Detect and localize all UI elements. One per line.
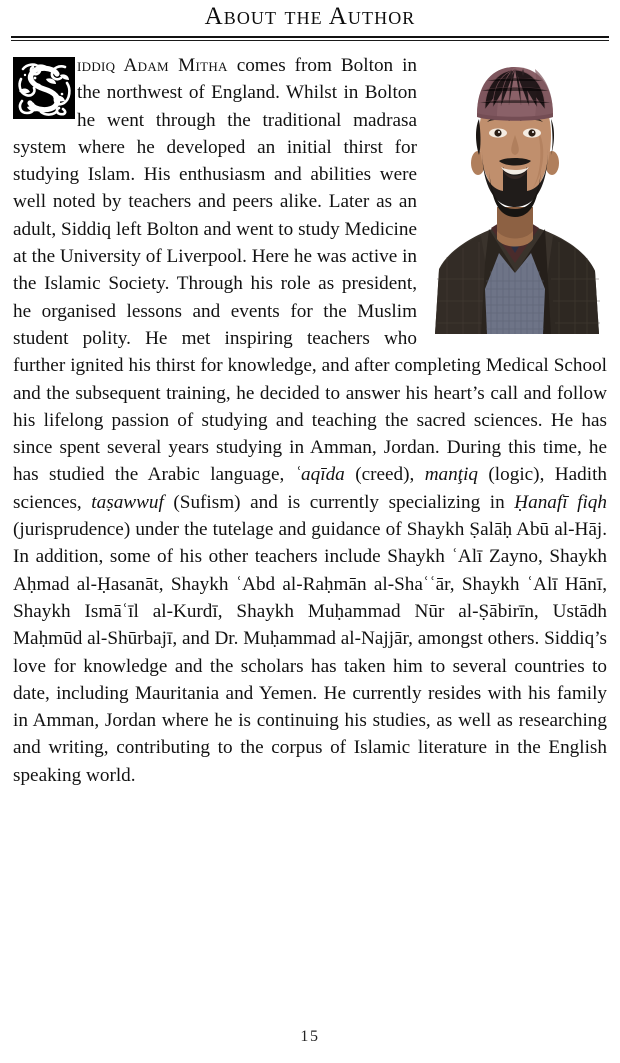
bio-opening-smallcaps: iddiq Adam Mitha [77,55,228,76]
term-aqida: ʿaqīda [294,464,345,486]
header-rule [11,36,609,38]
bio-text-part-2: (creed), [344,464,425,486]
term-mantiq: manţiq [424,464,479,486]
page-footer [0,1028,620,1046]
bio-text-part-1: comes from Bolton in the northwest of England. Whilst in Bolton he went through the traditional madrasa system where he developed an initial thirst for studying Islam. His enthusiasm and abilities were well noted by teachers and peers alike. Later as an adult, Siddiq left Bolton and went to study Medicine at the University of Liverpool. Here he was active in the Islamic Society. Through his role as president, he organised lessons and events for the Muslim student polity. He met inspiring teachers who further ignited his thirst for knowledge, and after completing Medical School and the subsequent training, he decided to answer his heart’s call and follow his lifelong passion of studying and teaching the sacred sciences. He has since spent several years studying in Amman, Jordan. During this time, he has studied the Arabic language, [13,55,607,486]
author-portrait-photo [427,57,603,334]
page-title: About the Author [204,3,416,30]
bio-text-part-3: (logic), Hadith sciences, [13,464,607,513]
ornamental-dropcap-s [13,57,75,119]
author-bio-text [13,52,607,789]
bio-text-part-5: (jurisprudence) under the tutelage and guidance of Shaykh Ṣalāḥ Abū al-Hāj. In addition, some of his other teachers include Shaykh ʿAlī Zayno, Shaykh Aḥmad al-Ḥasanāt, Shaykh ʿAbd al-Raḥmān al-Shaʿʿār, Shaykh ʿAlī Hānī, Shaykh Ismāʿīl al-Kurdī, Shaykh Muḥammad Nūr al-Ṣābirīn, Ustādh Maḥmūd al-Shūrbajī, and Dr. Muḥammad al-Najjār, amongst others. Siddiq’s love for knowledge and the scholars has taken him to several countries to date, including Mauritania and Yemen. He currently resides with his family in Amman, Jordan where he is continuing his studies, as well as researching and writing, contributing to the corpus of Islamic literature in the English speaking world. [13,519,607,786]
term-hanafi-fiqh: Ḥanafī fiqh [514,491,607,513]
page-header [0,0,620,42]
bio-text-part-4: (Sufism) and is currently specializing in [163,491,515,513]
term-tasawwuf: taṣawwuf [91,491,164,513]
page-number: 15 [300,1028,320,1045]
header-rule-secondary [11,40,609,41]
